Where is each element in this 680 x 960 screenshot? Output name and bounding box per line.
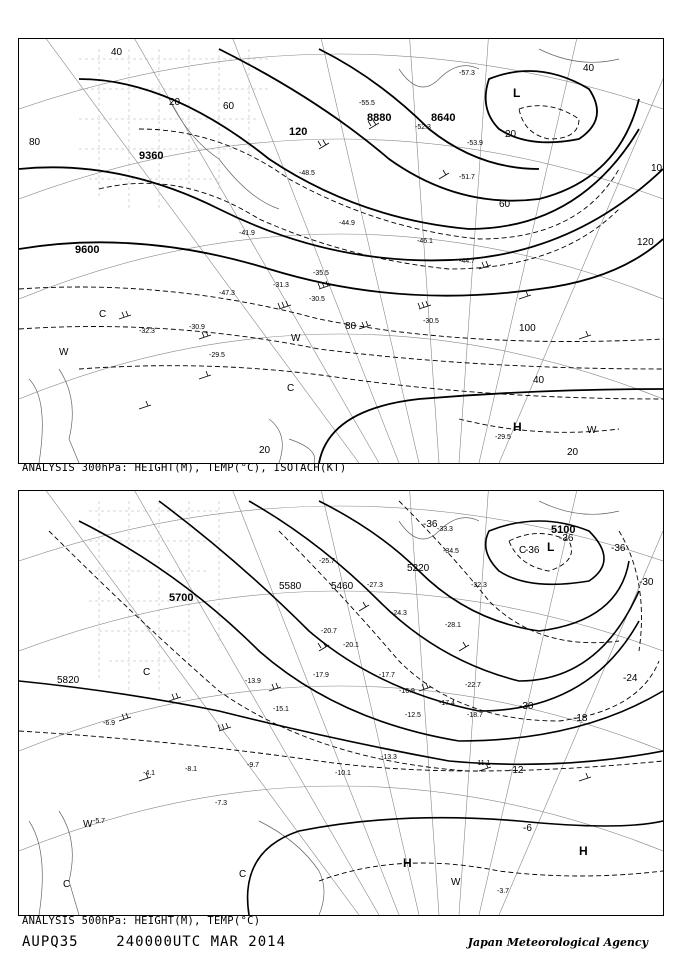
- isotach-label: 80: [29, 137, 41, 148]
- temp-label: -24: [623, 673, 638, 684]
- valid-time: 240000UTC MAR 2014: [116, 934, 287, 950]
- station-value: -8.1: [185, 766, 198, 773]
- station-value: -32.3: [471, 582, 487, 589]
- temp-label: -31.3: [273, 282, 289, 289]
- isotach-label: 20: [567, 447, 579, 458]
- height-label: 5220: [407, 563, 430, 574]
- station-value: -20.1: [343, 642, 359, 649]
- station-value: -11.1: [475, 760, 491, 767]
- height-label: 9600: [75, 244, 100, 256]
- temp-label: -18: [573, 713, 588, 724]
- height-label: 5820: [57, 675, 80, 686]
- temp-label: -29.5: [209, 352, 225, 359]
- agency-name: Japan Meteorological Agency: [467, 936, 648, 949]
- temp-label: -30.5: [309, 296, 325, 303]
- height-label: 8880: [367, 112, 392, 124]
- station-value: -7.3: [215, 800, 228, 807]
- temp-label: -44.9: [339, 220, 355, 227]
- high-pressure-label: H: [403, 856, 412, 870]
- chart-code: AUPQ35: [22, 934, 79, 950]
- station-value: -24.3: [391, 610, 407, 617]
- temp-label: -36: [423, 519, 438, 530]
- temp-label: -48.5: [299, 170, 315, 177]
- panel-caption-500hpa: ANALYSIS 500hPa: HEIGHT(M), TEMP(°C): [22, 915, 261, 927]
- high-pressure-label: H: [579, 844, 588, 858]
- temp-label: -29.5: [495, 434, 511, 441]
- temp-label: -35.5: [313, 270, 329, 277]
- panel-caption-300hpa: ANALYSIS 300hPa: HEIGHT(M), TEMP(°C), ISOTACH(KT): [22, 462, 347, 474]
- warm-core-label: W: [291, 333, 301, 344]
- cold-core-label: C: [63, 879, 71, 890]
- station-value: -17.4: [439, 700, 455, 707]
- station-value: -3.7: [497, 888, 510, 895]
- warm-core-label: W: [451, 877, 461, 888]
- height-label: 5460: [331, 581, 354, 592]
- cold-core-label: C: [143, 667, 151, 678]
- land-grid: [79, 49, 269, 209]
- isotach-label: 100: [519, 323, 536, 334]
- isotach-label: 120: [289, 126, 308, 138]
- coastline: [29, 49, 619, 463]
- isotach-label: 20: [259, 445, 271, 456]
- temp-label: -30: [519, 701, 534, 712]
- isotach-label: 60: [223, 101, 235, 112]
- height-contours: [19, 49, 663, 463]
- isotach-label: 40: [583, 63, 595, 74]
- temp-label: -36: [559, 533, 574, 544]
- height-label: 5580: [279, 581, 302, 592]
- station-value: -22.7: [465, 682, 481, 689]
- warm-core-label: W: [587, 425, 597, 436]
- temp-label: -41.9: [239, 230, 255, 237]
- temp-label: -47.3: [219, 290, 235, 297]
- temp-label: -52.3: [415, 124, 431, 131]
- land-grid: [89, 501, 219, 691]
- chart-id-footer: [22, 934, 286, 950]
- warm-core-label: W: [59, 347, 69, 358]
- cold-core-label: C: [239, 869, 247, 880]
- wind-barbs: [119, 120, 591, 409]
- station-value: -5.7: [93, 818, 106, 825]
- station-value: -33.3: [437, 526, 453, 533]
- station-value: -9.7: [247, 762, 260, 769]
- isotach-label: 120: [637, 237, 654, 248]
- temp-label: -12: [509, 765, 524, 776]
- station-value: -28.1: [445, 622, 461, 629]
- graticule: [19, 491, 663, 915]
- isotach-label: 40: [533, 375, 545, 386]
- cold-core-label: C: [99, 309, 107, 320]
- station-value: -17.9: [313, 672, 329, 679]
- temp-label: -51.7: [459, 174, 475, 181]
- map-panel-500hpa: [18, 490, 664, 916]
- station-value: -10.1: [335, 770, 351, 777]
- map-panel-300hpa: [18, 38, 664, 464]
- height-contours: [19, 501, 663, 915]
- station-value: -20.7: [321, 628, 337, 635]
- station-value: -18.7: [467, 712, 483, 719]
- temp-label: -30.9: [189, 324, 205, 331]
- station-value: -12.5: [405, 712, 421, 719]
- height-label: 5100: [551, 524, 576, 536]
- isotach-label: 20: [505, 129, 517, 140]
- temp-label: -36: [525, 545, 540, 556]
- map-300hpa-svg: [19, 39, 663, 463]
- temp-label: -55.5: [359, 100, 375, 107]
- isotach-label: 20: [169, 97, 181, 108]
- high-pressure-label: H: [513, 420, 522, 434]
- isotach-label: 40: [111, 47, 123, 58]
- isotach-label: 10: [651, 163, 663, 174]
- temp-label: -44.7: [459, 258, 475, 265]
- height-label: 9360: [139, 150, 164, 162]
- isotach-label: 60: [499, 199, 511, 210]
- station-value: -34.5: [443, 548, 459, 555]
- height-label: 8640: [431, 112, 456, 124]
- station-value: -13.3: [381, 754, 397, 761]
- station-value: -17.7: [379, 672, 395, 679]
- temp-label: -30.5: [423, 318, 439, 325]
- temp-label: -57.3: [459, 70, 475, 77]
- temp-label: -53.9: [467, 140, 483, 147]
- temp-label: -6: [523, 823, 532, 834]
- temp-label: -32.3: [139, 328, 155, 335]
- station-value: -13.9: [245, 678, 261, 685]
- temp-label: -36: [611, 543, 626, 554]
- temp-label: -46.1: [417, 238, 433, 245]
- station-value: -4.1: [143, 770, 156, 777]
- station-value: -16.9: [399, 688, 415, 695]
- low-pressure-label: L: [547, 540, 555, 554]
- station-value: -15.1: [273, 706, 289, 713]
- station-value: -6.9: [103, 720, 116, 727]
- cold-core-label: C: [287, 383, 295, 394]
- station-value: -27.3: [367, 582, 383, 589]
- map-500hpa-svg: [19, 491, 663, 915]
- wind-barbs: [119, 602, 591, 781]
- height-label: 5700: [169, 592, 194, 604]
- station-value: -25.7: [319, 558, 335, 565]
- low-pressure-label: L: [513, 86, 521, 100]
- warm-core-label: W: [83, 819, 93, 830]
- isotach-contours: [19, 106, 663, 433]
- temp-label: -30: [639, 577, 654, 588]
- cold-core-label: C: [519, 545, 527, 556]
- isotach-label: 80: [345, 321, 357, 332]
